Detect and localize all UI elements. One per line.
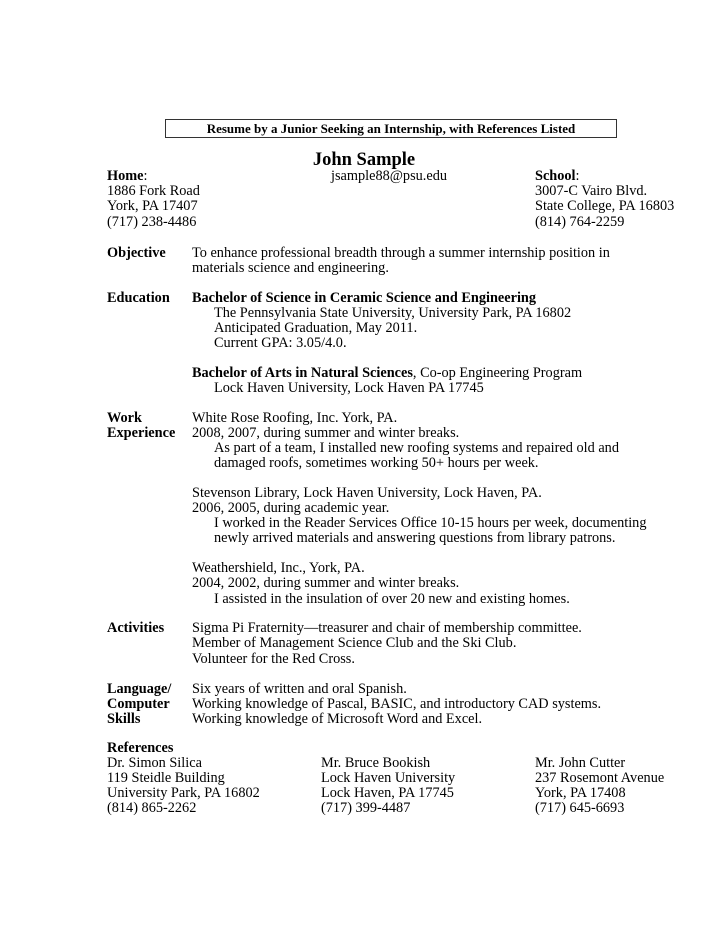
applicant-name: John Sample <box>312 150 416 170</box>
school-city: State College, PA 16803 <box>535 198 675 214</box>
reference-line: 237 Rosemont Avenue <box>535 770 665 786</box>
skill: Working knowledge of Pascal, BASIC, and introductory CAD systems. <box>192 696 602 712</box>
job-dates: 2008, 2007, during summer and winter breaks. <box>192 425 460 441</box>
home-phone: (717) 238-4486 <box>107 214 197 230</box>
job-desc: newly arrived materials and answering questions from library patrons. <box>214 530 616 546</box>
document-title: Resume by a Junior Seeking an Internship, with References Listed <box>165 119 617 138</box>
activity: Volunteer for the Red Cross. <box>192 651 355 667</box>
reference-line: Mr. Bruce Bookish <box>321 755 431 771</box>
skill: Six years of written and oral Spanish. <box>192 681 407 697</box>
activity: Sigma Pi Fraternity—treasurer and chair of membership committee. <box>192 620 582 636</box>
degree-title: Bachelor of Arts in Natural Sciences, Co-op Engineering Program <box>192 365 583 381</box>
reference-line: (717) 645-6693 <box>535 800 625 816</box>
objective-text: To enhance professional breadth through a summer internship position in <box>192 245 610 261</box>
degree-detail: Current GPA: 3.05/4.0. <box>214 335 347 351</box>
job-dates: 2004, 2002, during summer and winter breaks. <box>192 575 460 591</box>
job-desc: As part of a team, I installed new roofing systems and repaired old and <box>214 440 619 456</box>
reference-line: University Park, PA 16802 <box>107 785 260 801</box>
degree-detail: Anticipated Graduation, May 2011. <box>214 320 418 336</box>
reference-line: Dr. Simon Silica <box>107 755 202 771</box>
skills-label: Skills <box>107 711 141 727</box>
reference-line: (814) 865-2262 <box>107 800 197 816</box>
reference-line: Lock Haven, PA 17745 <box>321 785 454 801</box>
home-city: York, PA 17407 <box>107 198 198 214</box>
activities-label: Activities <box>107 620 165 636</box>
skills-label: Language/ <box>107 681 172 697</box>
job-desc: I worked in the Reader Services Office 10-15 hours per week, documenting <box>214 515 647 531</box>
job-employer: Stevenson Library, Lock Haven University, Lock Haven, PA. <box>192 485 542 501</box>
job-employer: Weathershield, Inc., York, PA. <box>192 560 365 576</box>
reference-line: York, PA 17408 <box>535 785 626 801</box>
objective-label: Objective <box>107 245 166 261</box>
degree-detail: The Pennsylvania State University, University Park, PA 16802 <box>214 305 572 321</box>
email: jsample88@psu.edu <box>331 168 448 184</box>
school-address: 3007-C Vairo Blvd. <box>535 183 648 199</box>
skills-label: Computer <box>107 696 170 712</box>
activity: Member of Management Science Club and the Ski Club. <box>192 635 517 651</box>
skill: Working knowledge of Microsoft Word and Excel. <box>192 711 483 727</box>
reference-line: Mr. John Cutter <box>535 755 626 771</box>
job-desc: I assisted in the insulation of over 20 new and existing homes. <box>214 591 570 607</box>
references-label: References <box>107 740 174 756</box>
degree-detail: Lock Haven University, Lock Haven PA 17745 <box>214 380 484 396</box>
home-address: 1886 Fork Road <box>107 183 200 199</box>
reference-line: (717) 399-4487 <box>321 800 411 816</box>
job-dates: 2006, 2005, during academic year. <box>192 500 390 516</box>
education-label: Education <box>107 290 170 306</box>
degree-title: Bachelor of Science in Ceramic Science and Engineering <box>192 290 537 306</box>
job-employer: White Rose Roofing, Inc. York, PA. <box>192 410 398 426</box>
reference-line: 119 Steidle Building <box>107 770 225 786</box>
reference-line: Lock Haven University <box>321 770 456 786</box>
school-heading: School: <box>535 168 580 184</box>
work-label: Experience <box>107 425 176 441</box>
objective-text: materials science and engineering. <box>192 260 389 276</box>
school-phone: (814) 764-2259 <box>535 214 625 230</box>
job-desc: damaged roofs, sometimes working 50+ hours per week. <box>214 455 539 471</box>
home-heading: Home: <box>107 168 148 184</box>
work-label: Work <box>107 410 142 426</box>
